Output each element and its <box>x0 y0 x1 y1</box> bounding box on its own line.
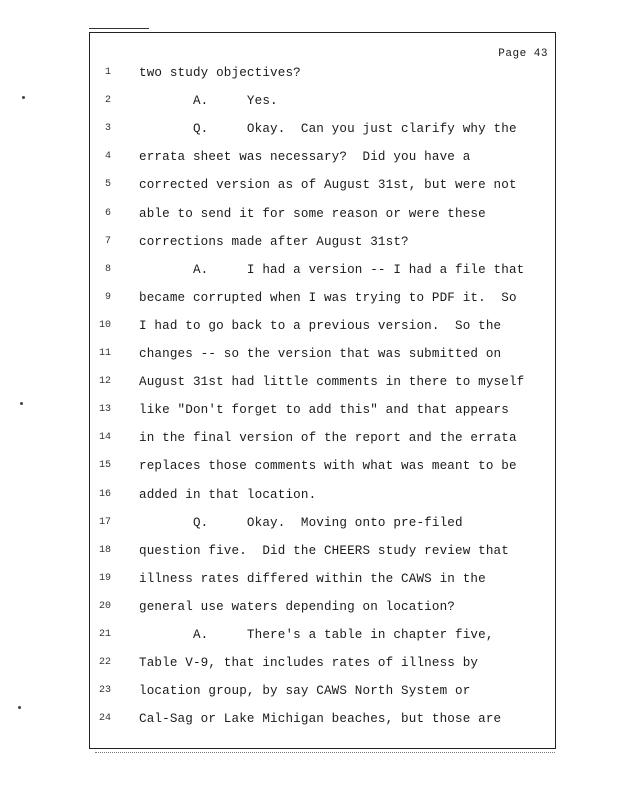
line-number: 23 <box>98 685 111 696</box>
transcript-line: general use waters depending on location? <box>139 600 456 614</box>
line-number: 4 <box>104 151 111 162</box>
transcript-line: A. There's a table in chapter five, <box>139 628 494 642</box>
line-number: 15 <box>98 460 111 471</box>
line-number: 7 <box>104 236 111 247</box>
transcript-line: A. Yes. <box>139 94 278 108</box>
line-number: 11 <box>98 348 111 359</box>
bottom-rule <box>95 752 555 753</box>
transcript-line: in the final version of the report and the errata <box>139 431 517 445</box>
transcript-line: location group, by say CAWS North System or <box>139 684 471 698</box>
transcript-line: Q. Okay. Can you just clarify why the <box>139 122 517 136</box>
line-number: 6 <box>104 208 111 219</box>
transcript-line: added in that location. <box>139 488 317 502</box>
transcript-line: August 31st had little comments in there to myself <box>139 375 525 389</box>
transcript-line: corrections made after August 31st? <box>139 235 409 249</box>
transcript-line: changes -- so the version that was submitted on <box>139 347 502 361</box>
line-number: 3 <box>104 123 111 134</box>
line-number: 9 <box>104 292 111 303</box>
line-number: 13 <box>98 404 111 415</box>
frame-top-mark <box>89 28 149 29</box>
margin-mark <box>22 96 25 99</box>
line-number: 24 <box>98 713 111 724</box>
line-number: 21 <box>98 629 111 640</box>
line-number: 22 <box>98 657 111 668</box>
transcript-line: corrected version as of August 31st, but were not <box>139 178 517 192</box>
line-number: 20 <box>98 601 111 612</box>
transcript-line: Table V-9, that includes rates of illness by <box>139 656 479 670</box>
line-number: 8 <box>104 264 111 275</box>
transcript-line: became corrupted when I was trying to PDF it. So <box>139 291 517 305</box>
transcript-line: able to send it for some reason or were these <box>139 207 486 221</box>
transcript-line: replaces those comments with what was meant to be <box>139 459 517 473</box>
transcript-line: question five. Did the CHEERS study review that <box>139 544 509 558</box>
margin-mark <box>18 706 21 709</box>
transcript-line: A. I had a version -- I had a file that <box>139 263 525 277</box>
line-number: 1 <box>104 67 111 78</box>
transcript-line: I had to go back to a previous version. So the <box>139 319 502 333</box>
page-number: Page 43 <box>498 48 548 60</box>
line-number: 17 <box>98 517 111 528</box>
line-number: 16 <box>98 489 111 500</box>
transcript-line: illness rates differed within the CAWS in the <box>139 572 486 586</box>
line-number: 5 <box>104 179 111 190</box>
margin-mark <box>20 402 23 405</box>
line-number: 10 <box>98 320 111 331</box>
line-number: 18 <box>98 545 111 556</box>
transcript-line: Cal-Sag or Lake Michigan beaches, but those are <box>139 712 502 726</box>
transcript-line: errata sheet was necessary? Did you have a <box>139 150 471 164</box>
transcript-line: two study objectives? <box>139 66 301 80</box>
line-number: 14 <box>98 432 111 443</box>
line-number: 12 <box>98 376 111 387</box>
line-number: 19 <box>98 573 111 584</box>
transcript-line: Q. Okay. Moving onto pre-filed <box>139 516 463 530</box>
line-number: 2 <box>104 95 111 106</box>
transcript-line: like "Don't forget to add this" and that appears <box>139 403 509 417</box>
